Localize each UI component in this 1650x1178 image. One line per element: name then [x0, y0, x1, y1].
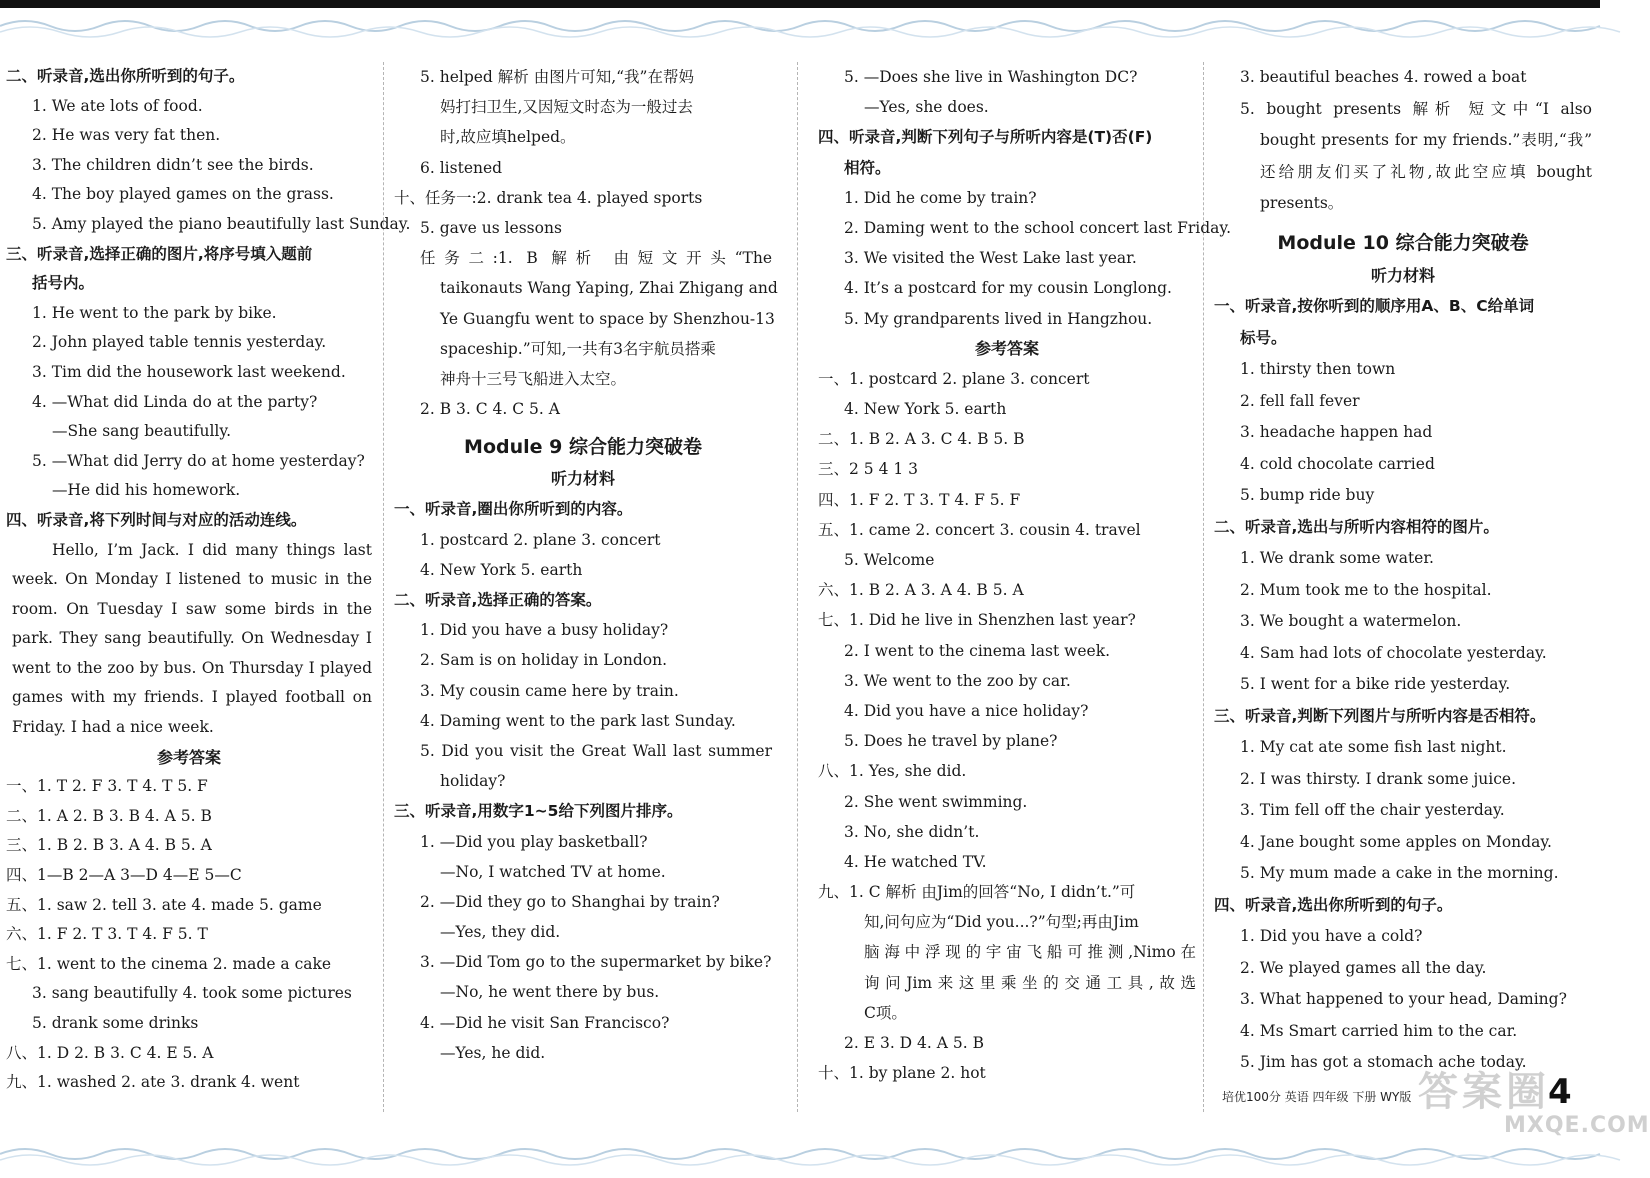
text-line: 还给朋友们买了礼物,故此空应填 bought — [1260, 162, 1592, 181]
section-heading: 四、听录音,选出你所听到的句子。 — [1214, 895, 1453, 914]
text-line: taikonauts Wang Yaping, Zhai Zhigang and — [440, 279, 778, 298]
column-divider — [797, 62, 798, 1112]
text-line: 3. My cousin came here by train. — [420, 681, 679, 700]
text-line: 二、1. A 2. B 3. B 4. A 5. B — [6, 806, 212, 825]
text-line: 3. What happened to your head, Daming? — [1240, 990, 1567, 1008]
text-line: 五、1. saw 2. tell 3. ate 4. made 5. game — [6, 895, 322, 914]
text-line: —He did his homework. — [52, 481, 241, 500]
text-line: 3. Tim did the housework last weekend. — [32, 362, 346, 381]
text-line: 4. Daming went to the park last Sunday. — [420, 711, 736, 730]
module-title: Module 9 综合能力突破卷 — [464, 436, 702, 459]
text-line: 1. We drank some water. — [1240, 549, 1434, 567]
section-heading: 三、听录音,用数字1~5给下列图片排序。 — [394, 802, 683, 821]
text-line: 5. My mum made a cake in the morning. — [1240, 864, 1559, 882]
text-line: 3. The children didn’t see the birds. — [32, 155, 314, 174]
text-line: bought presents for my friends.”表明,“我” — [1260, 131, 1592, 149]
text-line: room. On Tuesday I saw some birds in the — [12, 599, 372, 618]
text-line: games with my friends. I played football on — [12, 688, 372, 707]
text-line: 5. drank some drinks — [32, 1014, 199, 1032]
text-line: 四、1. F 2. T 3. T 4. F 5. F — [818, 490, 1021, 509]
text-line: 4. The boy played games on the grass. — [32, 185, 334, 204]
section-heading: 一、听录音,按你听到的顺序用A、B、C给单词 — [1214, 297, 1535, 315]
text-line: 5. Did you visit the Great Wall last summer — [420, 741, 772, 760]
text-line: 5. My grandparents lived in Hangzhou. — [844, 309, 1153, 328]
text-line: 5. gave us lessons — [420, 218, 562, 237]
text-line: 七、1. went to the cinema 2. made a cake — [6, 954, 332, 973]
subsection-title: 听力材料 — [550, 469, 615, 489]
text-line: 5. —What did Jerry do at home yesterday? — [32, 451, 365, 470]
watermark — [1418, 1060, 1650, 1138]
text-line: 四、1—B 2—A 3—D 4—E 5—C — [6, 866, 242, 885]
text-line: 4. Jane bought some apples on Monday. — [1240, 832, 1552, 851]
text-line: 2. We played games all the day. — [1240, 958, 1487, 977]
text-line: 3. No, she didn’t. — [844, 822, 980, 841]
text-line: 1. He went to the park by bike. — [32, 303, 277, 322]
text-line: 4. cold chocolate carried — [1240, 454, 1435, 473]
text-line: 4. —What did Linda do at the party? — [32, 392, 318, 411]
text-line: 4. —Did he visit San Francisco? — [420, 1013, 670, 1032]
text-line: 时,故应填helped。 — [440, 128, 576, 147]
text-line: 3. We went to the zoo by car. — [844, 671, 1071, 690]
text-line: 八、1. Yes, she did. — [818, 762, 967, 781]
text-line: 神舟十三号飞船进入太空。 — [440, 369, 627, 388]
text-line: 五、1. came 2. concert 3. cousin 4. travel — [818, 520, 1141, 539]
text-line: park. They sang beautifully. On Wednesday I — [12, 629, 372, 648]
text-line: 5. Amy played the piano beautifully last Sunday. — [32, 214, 411, 233]
text-line: 八、1. D 2. B 3. C 4. E 5. A — [6, 1043, 214, 1062]
text-line: 3. headache happen had — [1240, 423, 1433, 441]
text-line: 5. Welcome — [844, 551, 935, 569]
text-line: 六、1. B 2. A 3. A 4. B 5. A — [818, 581, 1024, 600]
text-line: 1. postcard 2. plane 3. concert — [420, 530, 661, 549]
text-line: 2. She went swimming. — [844, 792, 1028, 811]
subsection-title: 参考答案 — [974, 338, 1039, 358]
text-line: Ye Guangfu went to space by Shenzhou-13 — [440, 309, 775, 328]
text-line: 3. sang beautifully 4. took some pictures — [32, 984, 352, 1003]
text-line: 3. We visited the West Lake last year. — [844, 249, 1137, 268]
section-heading: 三、听录音,选择正确的图片,将序号填入题前 — [6, 244, 313, 263]
text-line: 妈打扫卫生,又因短文时态为一般过去 — [440, 98, 693, 117]
subsection-title: 参考答案 — [156, 747, 221, 767]
section-heading: 一、听录音,圈出你所听到的内容。 — [394, 500, 633, 519]
column-3 — [818, 62, 1232, 1088]
text-line: 4. It’s a postcard for my cousin Longlong. — [844, 279, 1172, 298]
text-line: 脑海中浮现的宇宙飞船可推测,Nimo在 — [864, 943, 1196, 962]
column-2 — [394, 62, 778, 1068]
text-line: 1. Did he come by train? — [844, 188, 1037, 207]
text-line: 询问Jim来这里乘坐的交通工具,故选 — [864, 973, 1196, 992]
text-line: 4. New York 5. earth — [844, 400, 1007, 419]
text-line: 2. John played table tennis yesterday. — [32, 333, 327, 352]
section-heading: 二、听录音,选出与所听内容相符的图片。 — [1214, 517, 1499, 536]
text-line: 1. My cat ate some fish last night. — [1240, 738, 1507, 756]
text-line: —No, I watched TV at home. — [440, 862, 666, 881]
text-line: 七、1. Did he live in Shenzhen last year? — [818, 611, 1136, 630]
text-line: 2. B 3. C 4. C 5. A — [420, 400, 560, 419]
text-line: 知,问句应为“Did you...?”句型;再由Jim — [864, 913, 1139, 932]
text-line: 任务二:1. B 解析 由短文开头“The — [420, 249, 772, 268]
text-line: 2. Mum took me to the hospital. — [1240, 580, 1492, 599]
text-line: 5. Jim has got a stomach ache today. — [1240, 1053, 1527, 1071]
text-line: 2. I went to the cinema last week. — [844, 641, 1111, 660]
text-line: 2. fell fall fever — [1240, 391, 1360, 410]
text-line: Friday. I had a nice week. — [12, 718, 214, 737]
text-line: 2. E 3. D 4. A 5. B — [844, 1034, 984, 1052]
section-heading: 括号内。 — [32, 274, 95, 293]
text-line: 5. bump ride buy — [1240, 486, 1375, 504]
text-line: 3. We bought a watermelon. — [1240, 612, 1462, 630]
section-heading: 四、听录音,将下列时间与对应的活动连线。 — [6, 510, 307, 529]
text-line: 六、1. F 2. T 3. T 4. F 5. T — [6, 925, 208, 944]
text-line: 5. bought presents 解析 短文中“I also — [1240, 99, 1592, 118]
text-line: week. On Monday I listened to music in the — [12, 570, 372, 589]
text-line: —She sang beautifully. — [52, 422, 231, 441]
bottom-wave-decoration — [0, 1140, 1600, 1174]
section-heading: 四、听录音,判断下列句子与所听内容是(T)否(F) — [818, 128, 1153, 147]
text-line: —Yes, he did. — [440, 1043, 546, 1062]
text-line: went to the zoo by bus. On Thursday I played — [12, 658, 372, 677]
text-line: —Yes, she does. — [864, 98, 989, 117]
text-line: 4. He watched TV. — [844, 852, 987, 871]
text-line: 2. Sam is on holiday in London. — [420, 651, 667, 670]
top-border — [0, 0, 1600, 8]
text-line: holiday? — [440, 772, 506, 791]
text-line: 5. I went for a bike ride yesterday. — [1240, 675, 1511, 693]
section-heading: 二、听录音,选出你所听到的句子。 — [6, 67, 245, 85]
column-4 — [1214, 62, 1592, 1079]
text-line: spaceship.”可知,一共有3名宇航员搭乘 — [440, 339, 716, 358]
text-line: 一、1. postcard 2. plane 3. concert — [818, 369, 1090, 388]
subsection-title: 听力材料 — [1370, 265, 1435, 285]
text-line: 十、任务一:2. drank tea 4. played sports — [394, 188, 703, 207]
text-line: 2. —Did they go to Shanghai by train? — [420, 892, 720, 911]
text-line: 2. He was very fat then. — [32, 126, 221, 145]
column-1 — [6, 62, 411, 1098]
text-line: 3. beautiful beaches 4. rowed a boat — [1240, 68, 1527, 86]
text-line: 6. listened — [420, 158, 503, 177]
page-number: 4 — [1548, 1072, 1572, 1112]
page-footer: 培优100分 英语 四年级 下册 WY版 — [1222, 1090, 1412, 1104]
module-title: Module 10 综合能力突破卷 — [1277, 231, 1529, 254]
section-heading: 二、听录音,选择正确的答案。 — [394, 591, 602, 609]
text-line: 三、1. B 2. B 3. A 4. B 5. A — [6, 836, 212, 855]
watermark-url: MXQE.COM — [1504, 1113, 1650, 1138]
section-heading: 标号。 — [1240, 328, 1287, 347]
text-line: Hello, I’m Jack. I did many things last — [52, 540, 372, 559]
text-line: 3. Tim fell off the chair yesterday. — [1240, 801, 1505, 819]
text-line: 二、1. B 2. A 3. C 4. B 5. B — [818, 430, 1025, 449]
section-heading: 相符。 — [844, 158, 891, 177]
section-heading: 三、听录音,判断下列图片与所听内容是否相符。 — [1214, 706, 1546, 725]
text-line: 十、1. by plane 2. hot — [818, 1064, 986, 1083]
watermark-text: 答案圈 — [1418, 1069, 1550, 1115]
text-line: 1. We ate lots of food. — [32, 96, 203, 115]
text-line: 一、1. T 2. F 3. T 4. T 5. F — [6, 777, 208, 796]
text-line: —Yes, they did. — [440, 923, 561, 942]
text-line: 九、1. C 解析 由Jim的回答“No, I didn’t.”可 — [818, 883, 1136, 902]
text-line: 2. I was thirsty. I drank some juice. — [1240, 769, 1517, 788]
text-line: presents。 — [1260, 194, 1344, 212]
text-line: 1. —Did you play basketball? — [420, 832, 648, 851]
text-line: 1. Did you have a busy holiday? — [420, 621, 669, 640]
text-line: 4. New York 5. earth — [420, 560, 583, 579]
text-line: 5. —Does she live in Washington DC? — [844, 68, 1138, 86]
text-line: 4. Sam had lots of chocolate yesterday. — [1240, 643, 1547, 662]
text-line: 2. Daming went to the school concert last Friday. — [844, 218, 1232, 237]
text-line: C项。 — [864, 1003, 907, 1022]
text-line: 九、1. washed 2. ate 3. drank 4. went — [6, 1073, 300, 1092]
text-line: 4. Ms Smart carried him to the car. — [1240, 1021, 1518, 1040]
text-line: 3. —Did Tom go to the supermarket by bike? — [420, 953, 772, 972]
text-line: 4. Did you have a nice holiday? — [844, 701, 1089, 720]
text-line: 1. thirsty then town — [1240, 360, 1396, 378]
text-line: 5. helped 解析 由图片可知,“我”在帮妈 — [420, 68, 694, 86]
text-line: —No, he went there by bus. — [440, 983, 660, 1002]
text-line: 三、2 5 4 1 3 — [818, 460, 919, 479]
text-line: 5. Does he travel by plane? — [844, 732, 1058, 751]
top-wave-decoration — [0, 10, 1600, 44]
text-line: 1. Did you have a cold? — [1240, 927, 1423, 945]
